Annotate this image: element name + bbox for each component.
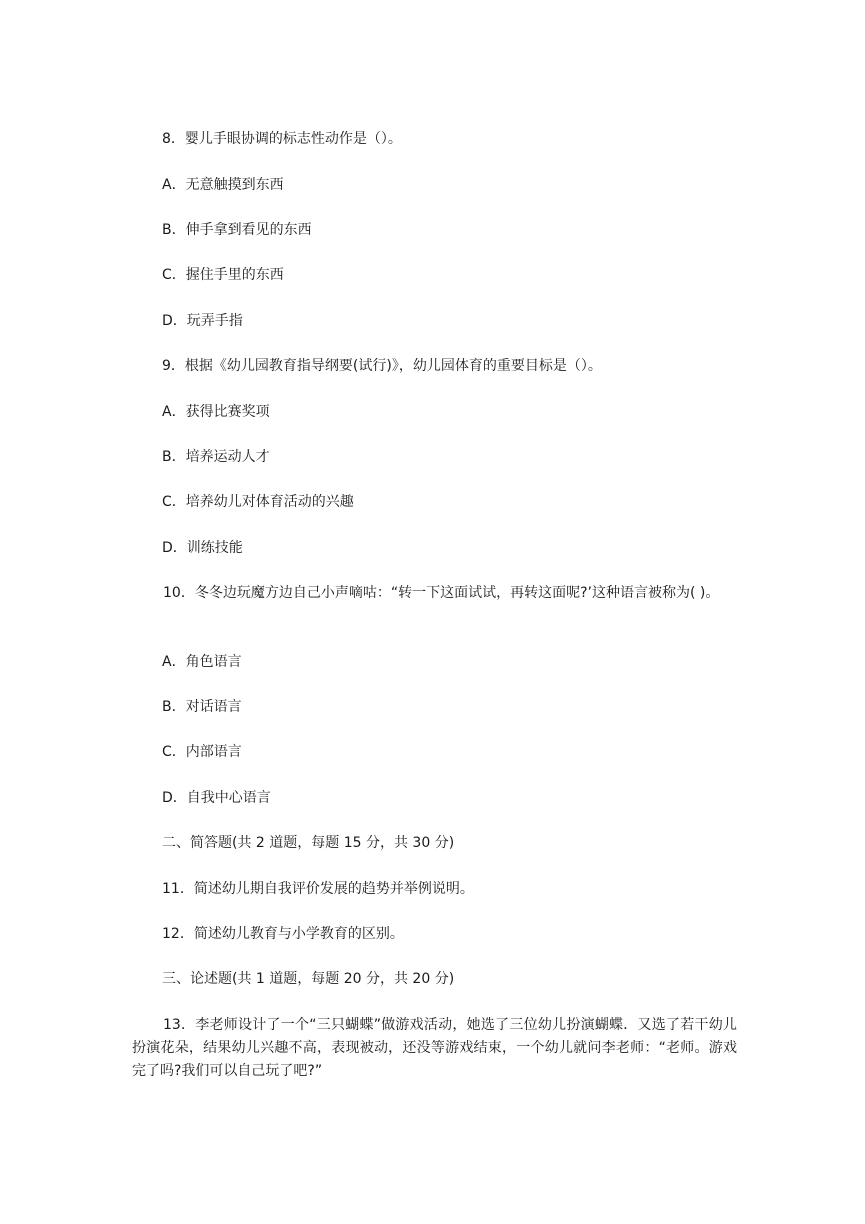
question-9-option-d: D．训练技能 bbox=[162, 540, 243, 556]
question-8-stem: 8．婴儿手眼协调的标志性动作是（）。 bbox=[162, 131, 402, 147]
question-10-option-c: C．内部语言 bbox=[162, 744, 242, 760]
question-9-option-c: C．培养幼儿对体育活动的兴趣 bbox=[162, 494, 354, 510]
question-10-option-b: B．对话语言 bbox=[162, 699, 242, 715]
question-10-option-a: A．角色语言 bbox=[162, 654, 242, 670]
question-10-stem: 10．冬冬边玩魔方边自己小声嘀咕：“转一下这面试试，再转这面呢?’这种语言被称为( )。 bbox=[163, 585, 720, 601]
section-2-title: 二、简答题(共 2 道题，每题 15 分，共 30 分) bbox=[162, 835, 455, 851]
question-13: 13．李老师设计了一个“三只蝴蝶”做游戏活动，她选了三位幼儿扮演蝴蝶．又选了若干幼儿扮演花朵，结果幼儿兴趣不高，表现被动，还没等游戏结束，一个幼儿就问李老师：“老师。游戏完了吗?我们可以自己玩了吧?” bbox=[132, 1017, 737, 1079]
question-11: 11．简述幼儿期自我评价发展的趋势并举例说明。 bbox=[162, 881, 474, 897]
question-10-option-d: D．自我中心语言 bbox=[162, 790, 271, 806]
question-12: 12．简述幼儿教育与小学教育的区别。 bbox=[162, 926, 404, 942]
question-8-option-d: D．玩弄手指 bbox=[162, 313, 243, 329]
question-9-option-b: B．培养运动人才 bbox=[162, 449, 270, 465]
question-9-option-a: A．获得比赛奖项 bbox=[162, 404, 270, 420]
question-8-option-c: C．握住手里的东西 bbox=[162, 267, 284, 283]
question-8-option-a: A．无意触摸到东西 bbox=[162, 177, 284, 193]
question-8-option-b: B．伸手拿到看见的东西 bbox=[162, 222, 312, 238]
question-9-stem: 9．根据《幼儿园教育指导纲要(试行)》，幼儿园体育的重要目标是（）。 bbox=[162, 358, 602, 374]
section-3-title: 三、论述题(共 1 道题，每题 20 分，共 20 分) bbox=[162, 971, 455, 987]
